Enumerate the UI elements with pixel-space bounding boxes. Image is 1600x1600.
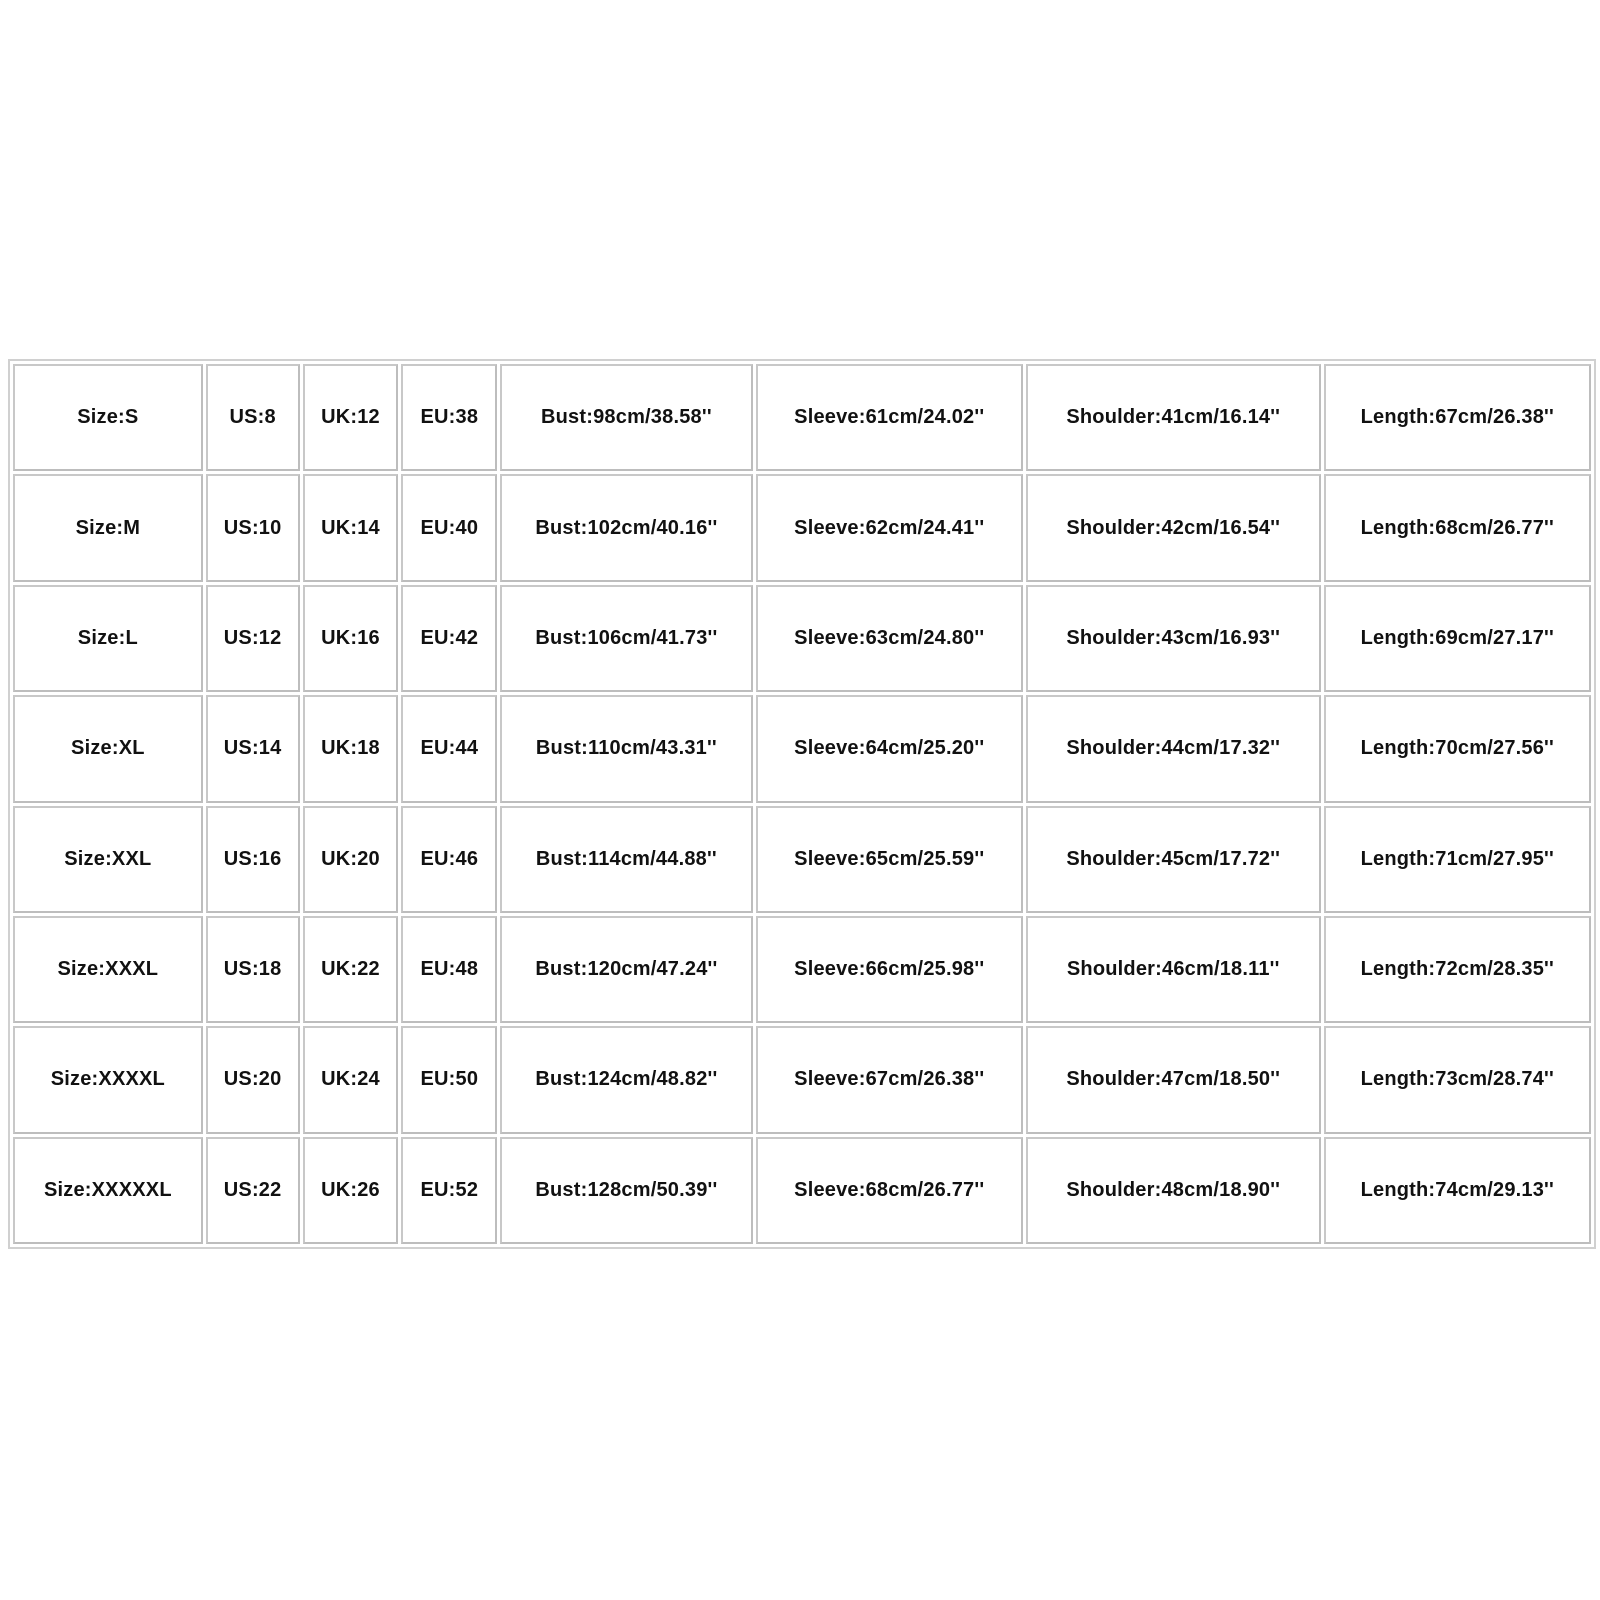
uk-cell: UK:22 (303, 916, 399, 1023)
sleeve-cell: Sleeve:64cm/25.20'' (756, 695, 1023, 802)
bust-cell: Bust:98cm/38.58'' (500, 364, 752, 471)
length-cell: Length:68cm/26.77'' (1324, 474, 1591, 581)
us-cell: US:18 (206, 916, 300, 1023)
sleeve-cell: Sleeve:68cm/26.77'' (756, 1137, 1023, 1244)
length-cell: Length:69cm/27.17'' (1324, 585, 1591, 692)
sleeve-cell: Sleeve:61cm/24.02'' (756, 364, 1023, 471)
table-row (13, 364, 1591, 471)
uk-cell: UK:18 (303, 695, 399, 802)
size-cell: Size:XXL (13, 806, 203, 913)
eu-cell: EU:42 (401, 585, 497, 692)
size-cell: Size:L (13, 585, 203, 692)
uk-cell: UK:24 (303, 1026, 399, 1133)
eu-cell: EU:46 (401, 806, 497, 913)
size-cell: Size:XXXL (13, 916, 203, 1023)
length-cell: Length:73cm/28.74'' (1324, 1026, 1591, 1133)
bust-cell: Bust:124cm/48.82'' (500, 1026, 752, 1133)
table-row (13, 916, 1591, 1023)
sleeve-cell: Sleeve:66cm/25.98'' (756, 916, 1023, 1023)
table-row (13, 585, 1591, 692)
table-row (13, 1137, 1591, 1244)
bust-cell: Bust:128cm/50.39'' (500, 1137, 752, 1244)
us-cell: US:16 (206, 806, 300, 913)
shoulder-cell: Shoulder:43cm/16.93'' (1026, 585, 1321, 692)
length-cell: Length:70cm/27.56'' (1324, 695, 1591, 802)
uk-cell: UK:16 (303, 585, 399, 692)
length-cell: Length:67cm/26.38'' (1324, 364, 1591, 471)
eu-cell: EU:40 (401, 474, 497, 581)
shoulder-cell: Shoulder:44cm/17.32'' (1026, 695, 1321, 802)
size-cell: Size:M (13, 474, 203, 581)
uk-cell: UK:26 (303, 1137, 399, 1244)
size-table (10, 361, 1594, 1247)
table-row (13, 806, 1591, 913)
bust-cell: Bust:120cm/47.24'' (500, 916, 752, 1023)
shoulder-cell: Shoulder:41cm/16.14'' (1026, 364, 1321, 471)
eu-cell: EU:44 (401, 695, 497, 802)
sleeve-cell: Sleeve:65cm/25.59'' (756, 806, 1023, 913)
shoulder-cell: Shoulder:45cm/17.72'' (1026, 806, 1321, 913)
us-cell: US:22 (206, 1137, 300, 1244)
us-cell: US:20 (206, 1026, 300, 1133)
shoulder-cell: Shoulder:48cm/18.90'' (1026, 1137, 1321, 1244)
table-row (13, 474, 1591, 581)
length-cell: Length:74cm/29.13'' (1324, 1137, 1591, 1244)
length-cell: Length:71cm/27.95'' (1324, 806, 1591, 913)
table-row (13, 1026, 1591, 1133)
uk-cell: UK:12 (303, 364, 399, 471)
sleeve-cell: Sleeve:63cm/24.80'' (756, 585, 1023, 692)
eu-cell: EU:52 (401, 1137, 497, 1244)
uk-cell: UK:20 (303, 806, 399, 913)
bust-cell: Bust:102cm/40.16'' (500, 474, 752, 581)
size-cell: Size:S (13, 364, 203, 471)
eu-cell: EU:50 (401, 1026, 497, 1133)
table-row (13, 695, 1591, 802)
shoulder-cell: Shoulder:46cm/18.11'' (1026, 916, 1321, 1023)
eu-cell: EU:38 (401, 364, 497, 471)
bust-cell: Bust:110cm/43.31'' (500, 695, 752, 802)
us-cell: US:10 (206, 474, 300, 581)
us-cell: US:14 (206, 695, 300, 802)
size-cell: Size:XXXXL (13, 1026, 203, 1133)
eu-cell: EU:48 (401, 916, 497, 1023)
size-chart (8, 359, 1596, 1249)
size-table-body (13, 364, 1591, 1244)
shoulder-cell: Shoulder:42cm/16.54'' (1026, 474, 1321, 581)
bust-cell: Bust:114cm/44.88'' (500, 806, 752, 913)
us-cell: US:8 (206, 364, 300, 471)
size-cell: Size:XXXXXL (13, 1137, 203, 1244)
sleeve-cell: Sleeve:67cm/26.38'' (756, 1026, 1023, 1133)
sleeve-cell: Sleeve:62cm/24.41'' (756, 474, 1023, 581)
shoulder-cell: Shoulder:47cm/18.50'' (1026, 1026, 1321, 1133)
length-cell: Length:72cm/28.35'' (1324, 916, 1591, 1023)
uk-cell: UK:14 (303, 474, 399, 581)
us-cell: US:12 (206, 585, 300, 692)
bust-cell: Bust:106cm/41.73'' (500, 585, 752, 692)
size-cell: Size:XL (13, 695, 203, 802)
